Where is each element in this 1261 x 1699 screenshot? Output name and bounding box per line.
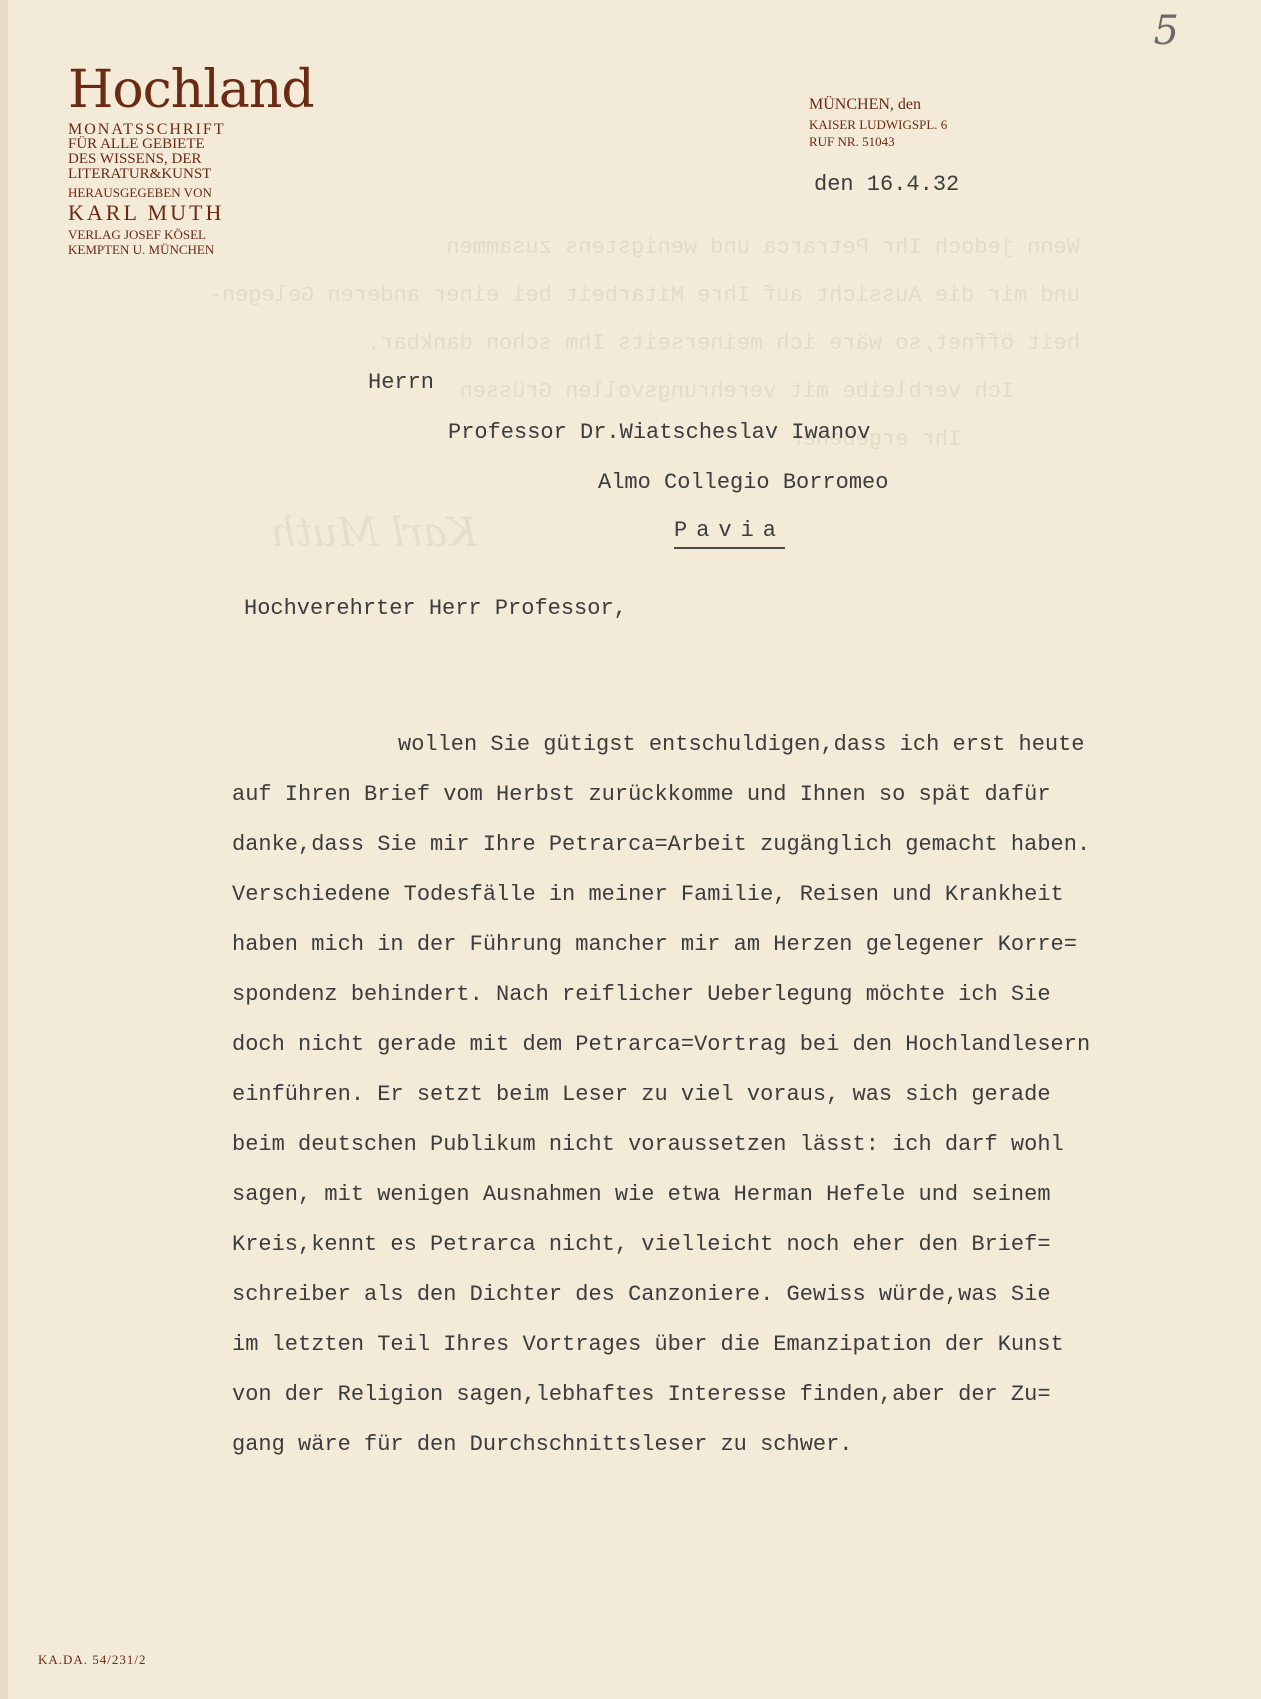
recipient-name: Professor Dr.Wiatscheslav Iwanov [448,420,871,445]
letterhead-line: LITERATUR&KUNST [68,166,212,182]
letterhead-line: FÜR ALLE GEBIETE [68,136,205,152]
recipient-institution: Almo Collegio Borromeo [598,470,889,495]
letterhead-line: MONATSSCHRIFT [68,121,226,138]
sender-address [809,94,947,150]
body-line: gang wäre für den Durchschnittsleser zu schwer. [232,1432,853,1457]
body-line: auf Ihren Brief vom Herbst zurückkomme und Ihnen so spät dafür [232,782,1051,807]
body-line: Kreis,kennt es Petrarca nicht, vielleicht noch eher den Brief= [232,1232,1051,1257]
letter-salutation: Hochverehrter Herr Professor, [244,596,627,621]
letterhead [68,60,314,257]
sender-street: KAISER LUDWIGSPL. 6 [809,117,948,132]
body-line: wollen Sie gütigst entschuldigen,dass ich erst heute [398,732,1085,757]
letterhead-logo: Hochland [68,60,314,120]
letterhead-line: VERLAG JOSEF KÖSEL [68,227,206,242]
page-number: 5 [1153,8,1179,54]
body-line: danke,dass Sie mir Ihre Petrarca=Arbeit zugänglich gemacht haben. [232,832,1091,857]
body-line: spondenz behindert. Nach reiflicher Ueberlegung möchte ich Sie [232,982,1051,1007]
body-line: Verschiedene Todesfälle in meiner Familie, Reisen und Krankheit [232,882,1064,907]
page-edge [0,0,8,1699]
archive-reference: KA.DA. 54/231/2 [38,1652,147,1667]
sender-phone: RUF NR. 51043 [809,134,895,149]
body-line: einführen. Er setzt beim Leser zu viel voraus, was sich gerade [232,1082,1051,1107]
letterhead-editor: KARL MUTH [68,200,225,225]
bleed-through-signature: Karl Muth [270,510,477,556]
body-line: doch nicht gerade mit dem Petrarca=Vortrag bei den Hochlandlesern [232,1032,1091,1057]
letterhead-line: KEMPTEN U. MÜNCHEN [68,242,215,257]
letter-body [232,720,1232,1470]
body-line: im letzten Teil Ihres Vortrages über die Emanzipation der Kunst [232,1332,1064,1357]
body-line: schreiber als den Dichter des Canzoniere. Gewiss würde,was Sie [232,1282,1051,1307]
letter-date: den 16.4.32 [814,172,960,197]
sender-city: MÜNCHEN, den [809,96,921,113]
body-line: von der Religion sagen,lebhaftes Interesse finden,aber der Zu= [232,1382,1051,1407]
body-line: haben mich in der Führung mancher mir am Herzen gelegener Korre= [232,932,1077,957]
body-line: beim deutschen Publikum nicht voraussetzen lässt: ich darf wohl [232,1132,1064,1157]
recipient-salutation: Herrn [368,370,435,395]
letterhead-line: DES WISSENS, DER [68,151,202,167]
recipient-city: Pavia [674,518,785,549]
bleed-through-text: Wenn jedoch Ihr Petrarca und wenigstens zusammen und mir die Aussicht auf Ihre Mitarbeit bei einer anderen Gelegen- heit öffnet,so wäre ich meinerseits Ihm schon dankbar. Ich verbleibe mit verehrungsvollen Grüssen Ihr ergebener [208,235,1080,452]
letterhead-line: HERAUSGEGEBEN VON [68,185,212,200]
body-line: sagen, mit wenigen Ausnahmen wie etwa Herman Hefele und seinem [232,1182,1051,1207]
